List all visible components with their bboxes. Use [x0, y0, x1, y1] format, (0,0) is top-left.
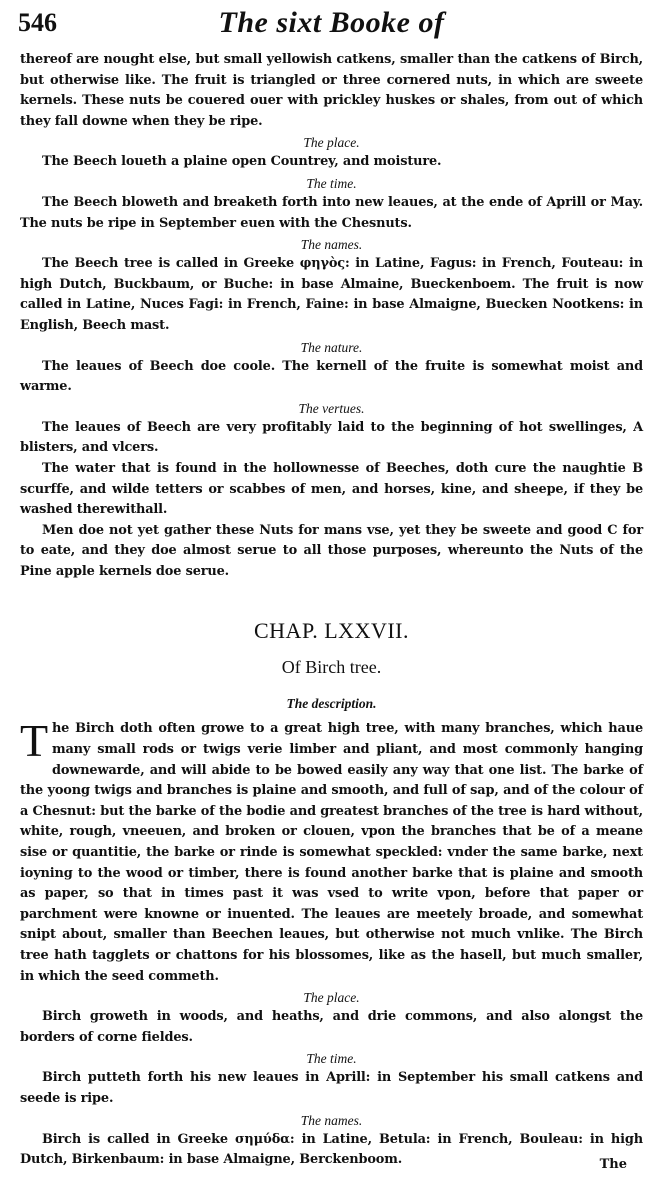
birch-description-heading: The description.: [286, 696, 377, 712]
drop-cap-initial: T: [20, 715, 48, 767]
birch-place-text: Birch groweth in woods, and heaths, and drie commons, and also alongst the borders of corne fieldes.: [20, 1009, 643, 1045]
birch-names-text: Birch is called in Greeke σημύδα: in Latine, Betula: in French, Bouleau: in high Dutch, Birkenbaum: in base Almaigne, Berckenboom.: [20, 1131, 643, 1168]
birch-description-body: he Birch doth often growe to a great high tree, with many branches, which haue many small rods or twigs verie limber and pliant, and most commonly hanging downewarde, and will abide to be bowed easily any way that one list. The barke of the yoong twigs and branches is plaine and smooth, and full of sap, and of the colour of a Chesnut: but the barke of the bodie and greatest branches of the tree is hard without, white, rough, vneeuen, and broken or clouen, vpon the branches that be of a meane sise or quantitie, the barke or rinde is somewhat speckled: vnder the same barke, next ioyning to the wood or timber, there is found another barke that is plaine and smooth as paper, so that in times past it was vsed to write vpon, before that paper or parchment were knowne or inuented. The leaues are meetely broade, and somewhat snipt about, smaller than Beechen leaues, but otherwise not much vnlike. The Birch tree hath tagglets or chattons for his blossomes, like as the hasell, but much smaller, in which the seed commeth.: [20, 721, 643, 984]
beech-nature-text: The leaues of Beech doe coole. The kernell of the fruite is somewhat moist and warme.: [20, 358, 643, 395]
beech-vertues-heading: The vertues.: [298, 400, 365, 416]
beech-names-text: The Beech tree is called in Greeke φηγὸς: in Latine, Fagus: in French, Fouteau: in high Dutch, Buckbaum, or Buche: in base Almaine, Bueckenboem. The fruit is now called in Latine, Nuces Fagi: in French, Faine: in base Almaigne, Buecken Nootkens: in English, Beech mast.: [20, 256, 643, 333]
beech-vertue-c: Men doe not yet gather these Nuts for mans vse, yet they be sweete and good C for to eate, and they doe almost serue to all those purposes, whereunto the Nuts of the Pine apple kernels doe serue.: [20, 522, 643, 579]
beech-description-end: thereof are nought else, but small yellowish catkens, smaller than the catkens of Birch, but otherwise like. The fruit is triangled or three cornered nuts, in which are sweete kernels. These nuts be couered ouer with prickley huskes or shales, from out of which they fall downe when they be ripe.: [20, 52, 643, 129]
beech-place-heading: The place.: [303, 135, 360, 151]
beech-nature-heading: The nature.: [300, 339, 363, 355]
beech-place-text: The Beech loueth a plaine open Countrey, and moisture.: [42, 154, 442, 170]
birch-names-heading: The names.: [300, 1112, 363, 1128]
running-head: The sixt Booke of: [218, 6, 445, 39]
birch-time-text: Birch putteth forth his new leaues in Aprill: in September his small catkens and seede is ripe.: [20, 1070, 643, 1106]
beech-names-heading: The names.: [300, 237, 363, 253]
beech-vertue-b: The water that is found in the hollownesse of Beeches, doth cure the naughtie B scurffe, and wilde tetters or scabbes of men, and horses, kine, and sheepe, if they be washed therewithall.: [20, 460, 643, 518]
beech-time-text: The Beech bloweth and breaketh forth into new leaues, at the ende of Aprill or May. The nuts be ripe in September euen with the Chesnuts.: [20, 194, 643, 231]
page-header: [20, 6, 643, 50]
chapter-title: Of Birch tree.: [281, 657, 382, 678]
beech-time-heading: The time.: [306, 175, 357, 191]
catchword: The: [599, 1157, 627, 1172]
birch-description-text: [20, 715, 643, 987]
birch-place-heading: The place.: [303, 990, 360, 1006]
page-number: 546: [18, 8, 57, 37]
chapter-number: CHAP. LXXVII.: [254, 618, 409, 644]
birch-time-heading: The time.: [306, 1051, 357, 1067]
beech-vertue-a: The leaues of Beech are very profitably laid to the beginning of hot swellinges, A blisters, and vlcers.: [20, 419, 643, 456]
